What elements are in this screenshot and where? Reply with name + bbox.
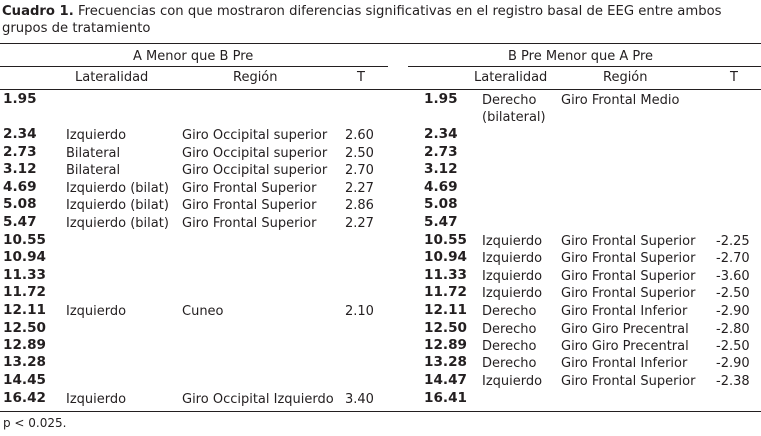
freq-right: 2.73 <box>424 144 458 160</box>
lateralidad-right: Izquierdo <box>482 286 543 301</box>
freq-right: 4.69 <box>424 179 458 195</box>
freq-right: 14.47 <box>424 372 467 388</box>
lateralidad-right: Izquierdo <box>482 234 543 249</box>
freq-right: 10.55 <box>424 232 467 248</box>
freq-left: 4.69 <box>3 179 37 195</box>
t-right: -2.25 <box>716 234 750 249</box>
freq-left: 12.11 <box>3 302 46 318</box>
col-header-lateralidad-left: Lateralidad <box>75 70 149 85</box>
t-left: 2.60 <box>345 128 374 143</box>
t-left: 2.86 <box>345 198 374 213</box>
region-left: Giro Occipital Izquierdo <box>182 392 334 407</box>
freq-left: 2.34 <box>3 126 37 142</box>
group-rule-left <box>0 66 388 67</box>
region-right: Giro Frontal Superior <box>561 269 696 284</box>
t-left: 2.27 <box>345 181 374 196</box>
lateralidad-right: Izquierdo <box>482 374 543 389</box>
freq-right: 5.47 <box>424 214 458 230</box>
t-right: -2.38 <box>716 374 750 389</box>
caption-label: Cuadro 1. <box>2 4 74 19</box>
region-left: Giro Occipital superior <box>182 128 328 143</box>
lateralidad-left: Izquierdo <box>66 128 127 143</box>
region-left: Giro Frontal Superior <box>182 216 317 231</box>
freq-left: 3.12 <box>3 161 37 177</box>
lateralidad-right: Izquierdo <box>482 269 543 284</box>
lateralidad-right: Derecho <box>482 322 537 337</box>
group-header-left: A Menor que B Pre <box>133 49 254 64</box>
freq-left: 11.33 <box>3 267 46 283</box>
lateralidad-left: Izquierdo (bilat) <box>66 181 169 196</box>
t-left: 2.10 <box>345 304 374 319</box>
col-header-region-right: Región <box>603 70 648 85</box>
freq-right: 1.95 <box>424 91 458 107</box>
t-right: -3.60 <box>716 269 750 284</box>
caption-text: Frecuencias con que mostraron diferencias significativas en el registro basal de EEG entre ambos grupos de tratamiento <box>2 4 722 36</box>
freq-left: 11.72 <box>3 284 46 300</box>
freq-left: 14.45 <box>3 372 46 388</box>
region-right: Giro Frontal Inferior <box>561 356 688 371</box>
region-left: Giro Occipital superior <box>182 146 328 161</box>
lateralidad-right-cont: (bilateral) <box>482 110 546 125</box>
t-right: -2.80 <box>716 322 750 337</box>
region-left: Giro Frontal Superior <box>182 181 317 196</box>
col-header-region-left: Región <box>233 70 278 85</box>
lateralidad-left: Izquierdo (bilat) <box>66 216 169 231</box>
freq-right: 11.33 <box>424 267 467 283</box>
freq-right: 12.89 <box>424 337 467 353</box>
t-left: 2.50 <box>345 146 374 161</box>
region-right: Giro Giro Precentral <box>561 322 689 337</box>
top-rule <box>0 43 761 44</box>
header-rule <box>0 89 761 90</box>
freq-right: 2.34 <box>424 126 458 142</box>
t-right: -2.90 <box>716 356 750 371</box>
region-right: Giro Frontal Medio <box>561 93 680 108</box>
region-right: Giro Frontal Superior <box>561 234 696 249</box>
t-left: 3.40 <box>345 392 374 407</box>
region-left: Giro Frontal Superior <box>182 198 317 213</box>
t-right: -2.70 <box>716 251 750 266</box>
t-left: 2.27 <box>345 216 374 231</box>
lateralidad-left: Izquierdo (bilat) <box>66 198 169 213</box>
freq-right: 3.12 <box>424 161 458 177</box>
bottom-rule <box>0 411 761 412</box>
freq-left: 10.55 <box>3 232 46 248</box>
freq-right: 10.94 <box>424 249 467 265</box>
group-rule-right <box>408 66 761 67</box>
lateralidad-left: Izquierdo <box>66 304 127 319</box>
table-caption <box>2 3 758 37</box>
freq-left: 12.89 <box>3 337 46 353</box>
freq-left: 10.94 <box>3 249 46 265</box>
lateralidad-left: Bilateral <box>66 163 121 178</box>
freq-left: 5.08 <box>3 196 37 212</box>
lateralidad-right: Izquierdo <box>482 251 543 266</box>
lateralidad-right: Derecho <box>482 339 537 354</box>
t-right: -2.50 <box>716 286 750 301</box>
region-left: Giro Occipital superior <box>182 163 328 178</box>
col-header-t-right: T <box>730 70 738 85</box>
region-right: Giro Frontal Superior <box>561 251 696 266</box>
region-right: Giro Frontal Inferior <box>561 304 688 319</box>
lateralidad-right: Derecho <box>482 304 537 319</box>
region-left: Cuneo <box>182 304 224 319</box>
lateralidad-left: Izquierdo <box>66 392 127 407</box>
freq-right: 5.08 <box>424 196 458 212</box>
lateralidad-right: Derecho <box>482 356 537 371</box>
freq-left: 5.47 <box>3 214 37 230</box>
freq-right: 12.50 <box>424 320 467 336</box>
freq-left: 1.95 <box>3 91 37 107</box>
freq-left: 2.73 <box>3 144 37 160</box>
group-header-right: B Pre Menor que A Pre <box>508 49 654 64</box>
region-right: Giro Frontal Superior <box>561 286 696 301</box>
t-left: 2.70 <box>345 163 374 178</box>
footnote: p < 0.025. <box>3 416 67 430</box>
freq-right: 11.72 <box>424 284 467 300</box>
freq-right: 12.11 <box>424 302 467 318</box>
lateralidad-right: Derecho <box>482 93 537 108</box>
freq-left: 12.50 <box>3 320 46 336</box>
col-header-t-left: T <box>357 70 365 85</box>
freq-left: 16.42 <box>3 390 46 406</box>
region-right: Giro Giro Precentral <box>561 339 689 354</box>
t-right: -2.90 <box>716 304 750 319</box>
lateralidad-left: Bilateral <box>66 146 121 161</box>
region-right: Giro Frontal Superior <box>561 374 696 389</box>
col-header-lateralidad-right: Lateralidad <box>474 70 548 85</box>
freq-right: 16.41 <box>424 390 467 406</box>
t-right: -2.50 <box>716 339 750 354</box>
freq-right: 13.28 <box>424 354 467 370</box>
freq-left: 13.28 <box>3 354 46 370</box>
